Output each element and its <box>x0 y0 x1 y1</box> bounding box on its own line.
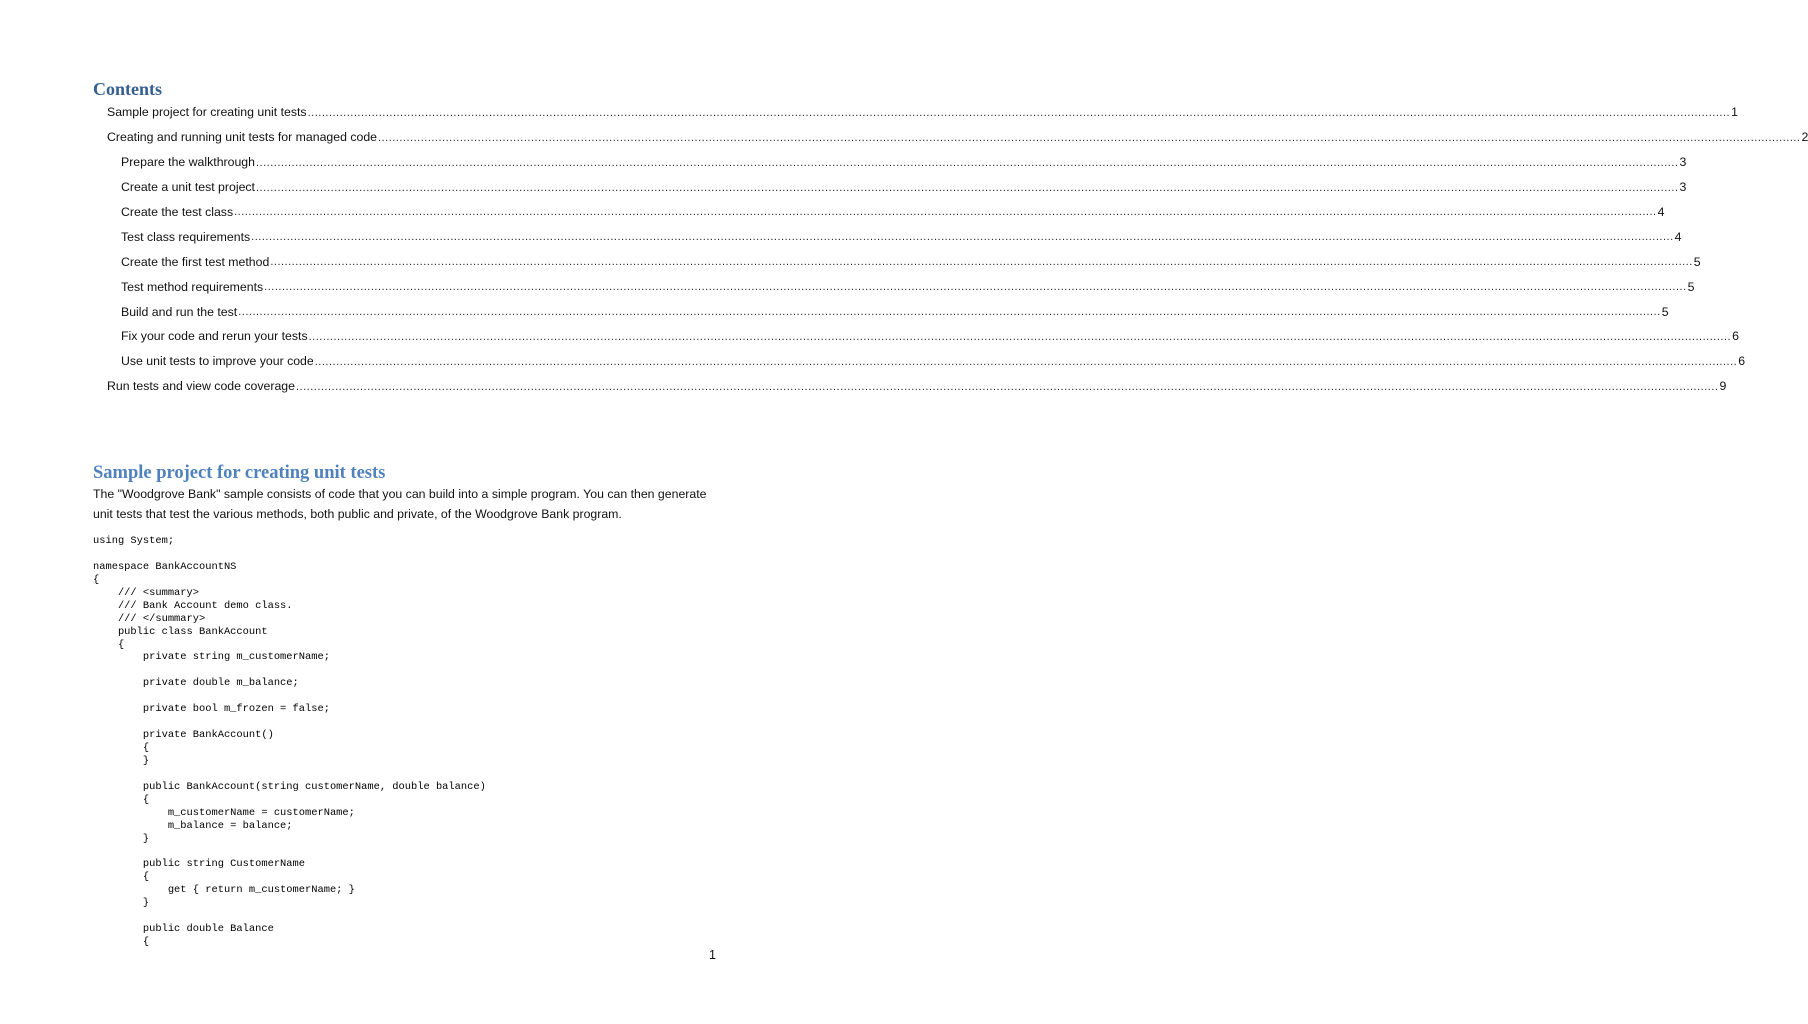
toc-entry-text: Create the first test method <box>121 254 270 269</box>
toc-entry-text: Create the test class <box>121 205 234 219</box>
code-line: public BankAccount(string customerName, double balance) <box>93 780 486 793</box>
toc-page-number: 3 <box>1679 180 1687 195</box>
toc-entry[interactable] <box>0 224 1682 249</box>
toc-entry[interactable] <box>0 324 1739 349</box>
code-line <box>93 768 733 781</box>
section-heading: Sample project for creating unit tests <box>93 463 386 483</box>
toc-entry[interactable] <box>0 299 1669 324</box>
code-line <box>93 716 733 729</box>
code-line: } <box>93 832 150 845</box>
code-line <box>93 846 733 859</box>
code-line: { <box>93 742 150 754</box>
toc-entry[interactable] <box>0 175 1687 200</box>
code-line: private bool m_frozen = false; <box>93 703 330 716</box>
code-line: namespace BankAccountNS <box>93 560 237 573</box>
toc-entry[interactable] <box>0 374 1727 399</box>
toc-dot-leader: ................................................................................................................................................................................................................................................................................................................................................................................................................ <box>251 231 1674 244</box>
code-line: /// <summary> <box>93 586 200 599</box>
toc-page-number: 4 <box>1674 229 1682 244</box>
code-line: private string m_customerName; <box>93 651 330 664</box>
toc-entry-text: Create a unit test project <box>121 180 255 195</box>
code-line: m_customerName = customerName; <box>93 806 355 819</box>
code-line: { <box>93 936 150 949</box>
toc-entry-text: Creating and running unit tests for managed code <box>107 130 378 145</box>
toc-page-number: 1 <box>1731 105 1738 120</box>
table-of-contents <box>0 100 1808 399</box>
toc-dot-leader: ................................................................................................................................................................................................................................................................................................................................................................................................................ <box>270 256 1693 269</box>
code-line <box>93 690 733 703</box>
code-line: /// Bank Account demo class. <box>93 599 293 612</box>
page-number: 1 <box>709 948 716 962</box>
code-line: /// </summary> <box>93 612 206 625</box>
toc-entry-text: Prepare the walkthrough <box>121 155 255 170</box>
toc-dot-leader: ................................................................................................................................................................................................................................................................................................................................................................................................................ <box>264 281 1687 294</box>
code-line: private double m_balance; <box>93 677 299 690</box>
code-line: { <box>93 871 150 884</box>
toc-dot-leader: ................................................................................................................................................................................................................................................................................................................................................................................................................ <box>295 380 1719 393</box>
toc-title: Contents <box>93 79 163 99</box>
toc-page-number: 6 <box>1732 329 1739 344</box>
toc-dot-leader: ................................................................................................................................................................................................................................................................................................................................................................................................................ <box>314 355 1738 368</box>
toc-entry[interactable] <box>0 125 1808 150</box>
toc-dot-leader: ................................................................................................................................................................................................................................................................................................................................................................................................................ <box>308 330 1732 343</box>
code-line: public string CustomerName <box>93 858 306 871</box>
toc-dot-leader: ................................................................................................................................................................................................................................................................................................................................................................................................................ <box>255 181 1679 194</box>
toc-page-number: 5 <box>1687 279 1695 294</box>
code-line: } <box>93 897 150 910</box>
toc-entry[interactable] <box>0 249 1701 274</box>
toc-dot-leader: ................................................................................................................................................................................................................................................................................................................................................................................................................ <box>238 306 1661 319</box>
code-line: private BankAccount() <box>93 729 274 742</box>
code-line: { <box>93 638 125 651</box>
code-line: { <box>93 793 150 806</box>
toc-dot-leader: ................................................................................................................................................................................................................................................................................................................................................................................................................ <box>307 106 1731 119</box>
code-line <box>93 548 733 561</box>
toc-entry-text: Use unit tests to improve your code <box>121 354 314 369</box>
toc-entry-text: Build and run the test <box>121 304 238 319</box>
toc-page-number: 3 <box>1679 155 1687 170</box>
toc-page-number: 4 <box>1657 205 1665 219</box>
code-line <box>93 910 733 923</box>
code-line: get { return m_customerName; } <box>93 884 355 897</box>
code-line: } <box>93 754 150 767</box>
toc-entry-text: Fix your code and rerun your tests <box>121 329 308 344</box>
code-line: public double Balance <box>93 923 274 936</box>
toc-page-number: 2 <box>1801 130 1808 145</box>
toc-entry-text: Sample project for creating unit tests <box>107 105 307 120</box>
toc-entry-text: Test class requirements <box>121 229 251 244</box>
toc-entry[interactable] <box>0 274 1695 299</box>
code-line: m_balance = balance; <box>93 819 293 832</box>
toc-entry[interactable] <box>0 349 1746 374</box>
toc-entry[interactable] <box>0 200 1665 225</box>
toc-dot-leader: ................................................................................................................................................................................................................................................................................................................................................................................................................ <box>234 206 1657 219</box>
toc-dot-leader: ................................................................................................................................................................................................................................................................................................................................................................................................................ <box>255 156 1679 169</box>
toc-entry-text: Test method requirements <box>121 279 264 294</box>
toc-page-number: 6 <box>1738 354 1746 369</box>
toc-page-number: 9 <box>1719 379 1727 394</box>
toc-entry[interactable] <box>0 100 1738 125</box>
intro-paragraph: The "Woodgrove Bank" sample consists of code that you can build into a simple program. You can then generate unit tests that test the various methods, both public and private, of the Woodgrove Bank program. <box>93 487 707 521</box>
code-line: public class BankAccount <box>93 625 268 638</box>
toc-dot-leader: ................................................................................................................................................................................................................................................................................................................................................................................................................ <box>378 131 1801 144</box>
toc-page-number: 5 <box>1661 304 1669 319</box>
code-block <box>93 535 733 949</box>
code-line <box>93 664 733 677</box>
code-line: { <box>93 573 100 586</box>
toc-page-number: 5 <box>1693 254 1701 269</box>
toc-entry-text: Run tests and view code coverage <box>107 379 295 394</box>
toc-entry[interactable] <box>0 150 1687 175</box>
code-line: using System; <box>93 535 175 547</box>
